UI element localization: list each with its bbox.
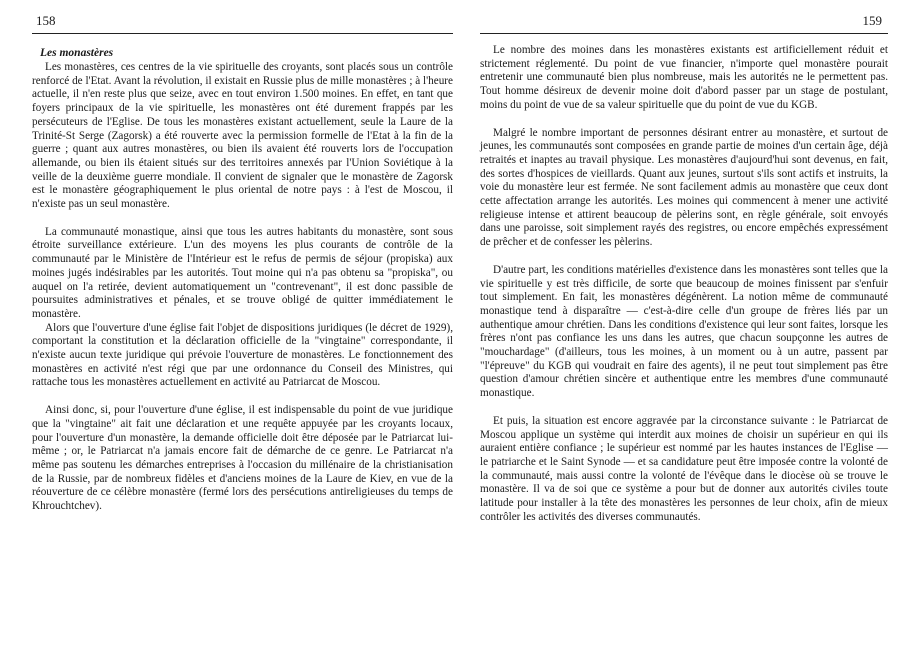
paragraph: Alors que l'ouverture d'une église fait l'objet de dispositions juridiques (le décret de 1929), comportant la constitution et la déclaration officielle de la "vingtaine" correspondante, il n'existe aucun texte juridique qui prévoie l'ouverture de monastères. Le fonctionnement des monastères en activité n'est régi que par une ordonnance du Conseil des Ministres, qui rattache tous les monastères actuellement en activité au Patriarcat de Moscou. <box>32 321 453 389</box>
page-body <box>480 44 888 525</box>
paragraph: Ainsi donc, si, pour l'ouverture d'une église, il est indispensable du point de vue juridique que la "vingtaine" ait fait une déclaration et une requête appuyée par les croyants locaux, pour l'ouverture d'un monastère, la demande officielle doit être déposée par le Patriarcat lui-même ; or, le Patriarcat n'a jamais encore fait de démarche de ce genre. Le Patriarcat n'a même pas soutenu les démarches entreprises à l'occasion du millénaire de la christianisation de la Russie, par de nombreux fidèles et d'anciens moines de la Laure de Kiev, en vue de la réouverture de ce célèbre monastère (fermé lors des persécutions antireligieuses du temps de Khrouchtchev). <box>32 404 453 513</box>
paragraph: La communauté monastique, ainsi que tous les autres habitants du monastère, sont sous étroite surveillance extérieure. L'un des moyens les plus courants de contrôle de la communauté par le Ministère de l'Intérieur est le refus de permis de séjour (propiska) aux moines jugés indésirables par les autorités. Tout moine qui n'a pas obtenu sa "propiska", ou auquel on l'a retirée, devient automatiquement un "contrevenant", il est donc passible de poursuites administratives et pénales, et se trouve obligé de quitter immédiatement le monastère. <box>32 225 453 320</box>
paragraph: Et puis, la situation est encore aggravée par la circonstance suivante : le Patriarcat de Moscou applique un système qui interdit aux moines de choisir un supérieur en qui ils auraient entière confiance ; le supérieur est nommé par les hautes instances de l'Eglise — le patriarche et le Saint Synode — et sa candidature peut être imposée contre la volonté de la communauté, mais aussi contre la volonté de l'évêque dans le diocèse où se trouve le monastère. Il va de soi que ce système a pour but de donner aux autorités civiles toute latitude pour installer à la tête des monastères les personnes de leur choix, afin de mieux contrôler les activités des diverses communautés. <box>480 414 888 523</box>
page-number: 159 <box>862 13 882 28</box>
left-page <box>32 0 453 671</box>
page-number: 158 <box>36 13 56 28</box>
right-page <box>480 0 888 671</box>
paragraph: Le nombre des moines dans les monastères existants est artificiellement réduit et strictement réglementé. Du point de vue financier, n'importe quel monastère pourait entretenir une communauté bien plus nombreuse, mais les autorités ne le permettent pas. Tout homme désireux de devenir moine doit d'abord passer par un stage de postulant, moins du point de vue de sa valeur spirituelle que du point de vue du KGB. <box>480 44 888 111</box>
paragraph: Les monastères, ces centres de la vie spirituelle des croyants, sont placés sous un contrôle renforcé de l'Etat. Avant la révolution, il existait en Russie plus de mille monastères ; à l'heure actuelle, il n'en reste plus que seize, avec en tout environ 1.500 moines. En effet, en tant que foyers principaux de la vie spirituelle, les monastères ont été durement frappés par les persécuteurs de l'Eglise. De tous les monastères existant actuellement, seule la Laure de la Trinité-St Serge (Zagorsk) a été rouverte avec la permission formelle de l'Etat à la fin de la guerre ; quant aux autres monastères, ou bien ils avaient été rouverts lors de l'occupation allemande, ou bien ils étaient situés sur des territoires annexés par l'Union Soviétique à la veille de la deuxième guerre mondiale. Il convient de signaler que le monastère de Zagorsk est le monastère géographiquement le plus oriental de notre pays : à l'est de Moscou, il n'existe pas un seul monastère. <box>32 61 453 211</box>
paragraph: D'autre part, les conditions matérielles d'existence dans les monastères sont telles que la vie spirituelle y est très difficile, de sorte que beaucoup de moines finissent par s'enfuir tout simplement. En fait, les monastères dégénèrent. La notion même de communauté monastique tend à disparaître — c'est-à-dire celle d'un groupe de frères liés par un authentique amour chrétien. Dans les conditions d'existence qui leur sont faites, lorsque les frères n'ont pas confiance les uns dans les autres, que chacun soupçonne les autres de "mouchardage" (d'ailleurs, tous les moines, à un moment ou à un autre, passent par "l'épreuve" du KGB qui voudrait en faire des agents), il ne peut tout simplement pas être question d'amour chrétien sincère et authentique entre les membres d'une communauté monastique. <box>480 263 888 400</box>
paragraph: Malgré le nombre important de personnes désirant entrer au monastère, et surtout de jeunes, les communautés sont composées en grande partie de moines d'un certain âge, déjà retraités et inaptes au travail physique. Les monastères d'aujourd'hui sont devenus, en fait, des sortes d'hospices de vieillards. Quant aux jeunes, surtout s'ils sont actifs et instruits, la voie du monastère leur est fermée. Ne sont facilement admis au monastère que ceux dont cette affectation arrange les autorités. Les moines qui commencent à mener une activité religieuse intense et attirent beaucoup de pèlerins sont, en règle générale, soit envoyés dans une paroisse, soit simplement rayés des registres, ou encore empêchés expressément de prêcher et de confesser les pèlerins. <box>480 126 888 249</box>
section-title: Les monastères <box>40 47 114 59</box>
header-rule <box>32 33 453 34</box>
page-body <box>32 46 453 514</box>
header-rule <box>480 33 888 34</box>
